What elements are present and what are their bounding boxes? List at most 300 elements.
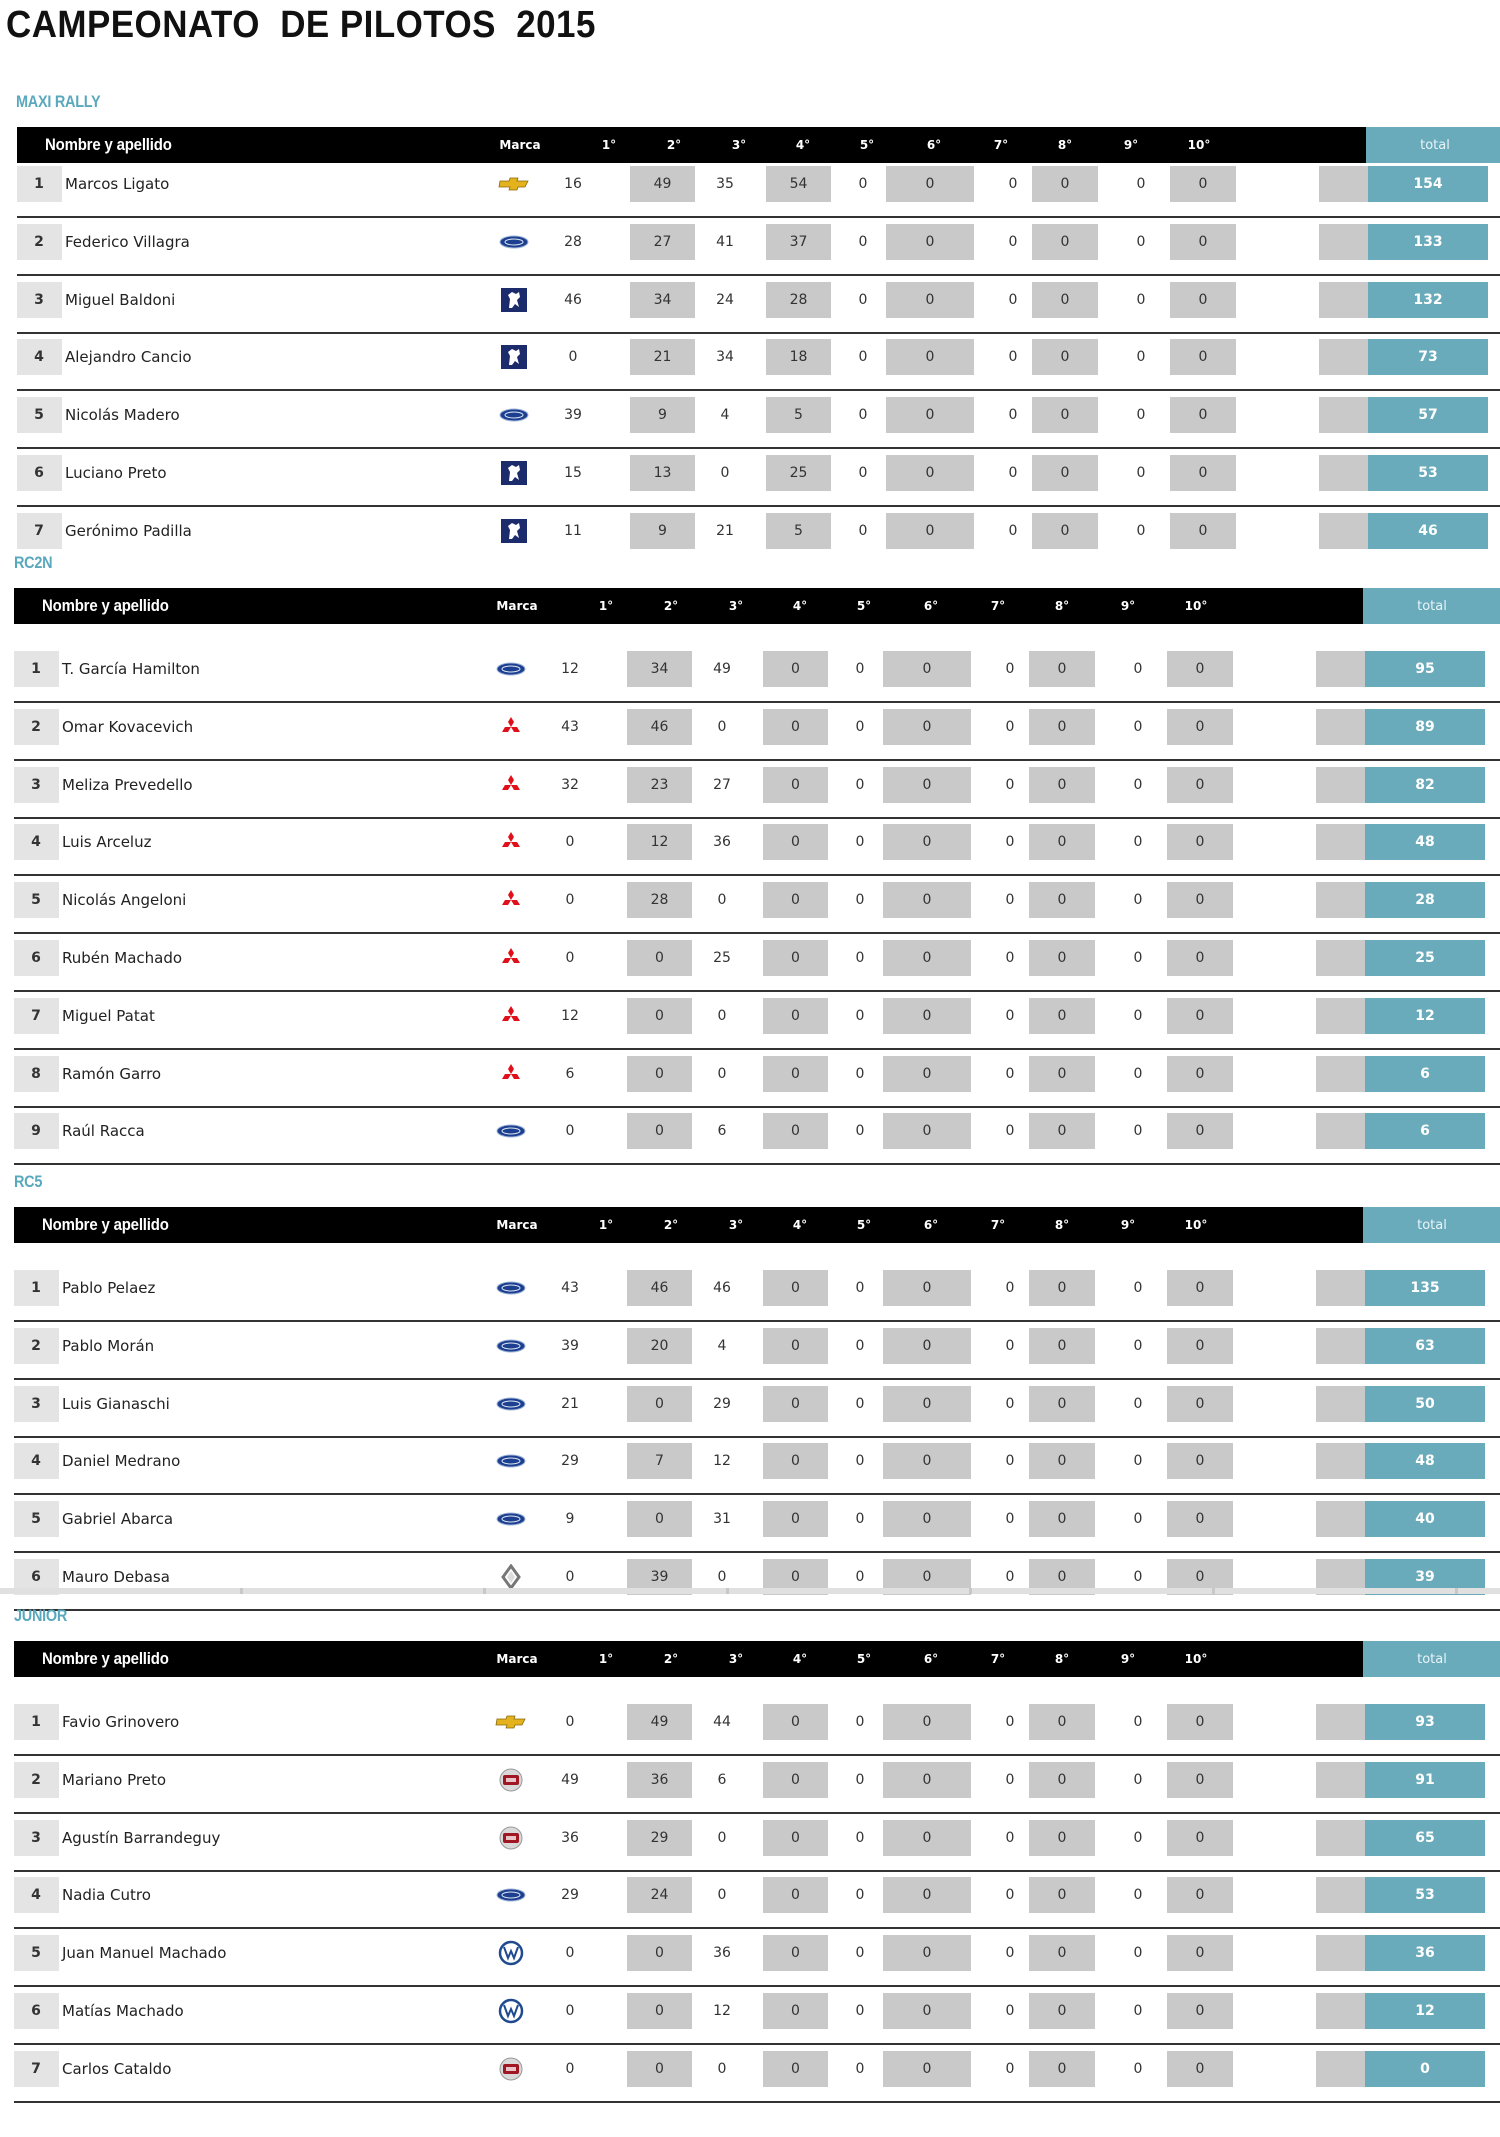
place-points: 39 [564,407,582,424]
driver-name: Juan Manuel Machado [62,1944,227,1963]
position-number: 7 [31,1007,41,1024]
row-divider [14,759,1500,761]
place-points: 0 [1133,2060,1143,2077]
header-place: 9° [1123,138,1139,152]
header-total: total [1363,588,1500,624]
row-divider [17,274,1500,276]
place-points: 0 [1167,940,1233,976]
place-points: 0 [763,998,828,1034]
header-place: 4° [792,1652,808,1666]
place-points: 0 [763,1993,828,2029]
place-points: 0 [1008,176,1018,192]
place-points: 0 [1005,1945,1015,1962]
total-points: 0 [1365,2051,1485,2087]
total-points: 93 [1365,1704,1485,1740]
driver-name: Agustín Barrandeguy [62,1828,221,1847]
row-divider [17,505,1500,507]
category-title: JUNIOR [14,1606,68,1625]
table-row [14,1108,1500,1165]
place-points: 0 [1005,1007,1015,1024]
place-points: 0 [886,166,974,202]
driver-name: Luis Arceluz [62,833,152,852]
row-divider [14,1985,1500,1987]
place-points: 0 [1133,718,1143,735]
mitsubishi-logo-icon [481,709,541,745]
place-points: 5 [766,397,831,433]
header-name: Nombre y apellido [45,135,172,154]
total-points: 39 [1365,1559,1485,1595]
place-points: 0 [858,291,868,308]
driver-name: Nicolás Madero [65,406,180,425]
place-points: 0 [763,1559,828,1595]
position-number: 6 [34,465,44,481]
place-points: 0 [763,1113,828,1149]
header-total: total [1363,1207,1500,1243]
place-points: 0 [886,455,974,491]
place-points: 0 [1170,166,1236,202]
place-points: 15 [564,465,582,481]
header-place: 9° [1120,599,1136,613]
position-number: 9 [31,1123,41,1140]
place-points: 0 [763,2051,828,2087]
place-points: 12 [713,2003,731,2019]
table-row [17,392,1500,449]
place-points: 0 [883,1559,971,1595]
place-points: 0 [1136,233,1146,250]
header-name: Nombre y apellido [42,1649,169,1668]
table-row [14,2046,1500,2103]
place-points: 0 [883,651,971,687]
place-points: 24 [627,1877,692,1913]
total-points: 48 [1365,824,1485,860]
place-points: 6 [565,1065,575,1082]
header-place: 2° [663,1218,679,1232]
place-points: 0 [1167,1559,1233,1595]
header-place: 1° [598,1652,614,1666]
driver-name: Ramón Garro [62,1064,162,1083]
place-points: 36 [627,1762,692,1798]
place-points: 37 [766,224,831,260]
place-points: 0 [627,1501,692,1537]
table-row [14,1554,1500,1611]
place-points: 0 [717,2060,727,2077]
total-points: 46 [1368,513,1488,549]
place-points: 0 [1170,513,1236,549]
position-number: 3 [31,1395,41,1412]
place-points: 0 [1133,661,1143,677]
header-place: 6° [926,138,942,152]
total-points: 53 [1368,455,1488,491]
header-place: 3° [728,1218,744,1232]
place-points: 5 [766,513,831,549]
position-number: 5 [31,1511,41,1528]
place-points: 0 [1032,282,1098,318]
place-points: 0 [883,1328,971,1364]
place-points: 0 [883,1056,971,1092]
volkswagen-logo-icon [481,1935,541,1971]
place-points: 0 [855,776,865,793]
header-place: 6° [923,599,939,613]
place-points: 0 [627,1386,692,1422]
place-points: 12 [627,824,692,860]
place-points: 0 [1167,882,1233,918]
place-points: 0 [883,998,971,1034]
header-place: 8° [1054,599,1070,613]
place-points: 0 [1133,1829,1143,1846]
position-number: 1 [31,1714,41,1730]
position-number: 4 [31,1887,41,1904]
place-points: 0 [886,339,974,375]
place-points: 0 [883,1113,971,1149]
place-points: 0 [1133,2003,1143,2019]
header-place: 4° [792,1218,808,1232]
place-points: 0 [1133,1007,1143,1024]
table-header [14,588,1500,624]
table-header [14,1207,1500,1243]
place-points: 9 [630,397,695,433]
place-points: 13 [630,455,695,491]
position-number: 5 [31,1945,41,1962]
place-points: 0 [883,1935,971,1971]
place-points: 0 [1005,2060,1015,2077]
place-points: 0 [1029,998,1095,1034]
place-points: 0 [717,1065,727,1082]
place-points: 0 [1133,1337,1143,1354]
place-points: 0 [1029,1443,1095,1479]
row-divider [14,1378,1500,1380]
place-points: 27 [630,224,695,260]
total-points: 133 [1368,224,1488,260]
table-row [14,819,1500,876]
row-divider [14,817,1500,819]
place-points: 0 [858,233,868,250]
place-points: 0 [883,709,971,745]
place-points: 0 [1008,233,1018,250]
place-points: 0 [763,1056,828,1092]
place-points: 0 [883,1993,971,2029]
position-number: 6 [31,1569,41,1585]
place-points: 0 [1170,339,1236,375]
driver-name: Federico Villagra [65,232,190,251]
place-points: 0 [855,661,865,677]
place-points: 0 [855,1887,865,1904]
place-points: 0 [1133,1771,1143,1788]
place-points: 0 [1170,282,1236,318]
place-points: 0 [1005,661,1015,677]
driver-name: Carlos Cataldo [62,2059,172,2078]
place-points: 0 [1008,465,1018,481]
place-points: 0 [1032,397,1098,433]
place-points: 0 [627,1935,692,1971]
driver-name: Miguel Patat [62,1006,155,1025]
place-points: 0 [855,1829,865,1846]
place-points: 0 [1029,882,1095,918]
header-place: 9° [1120,1652,1136,1666]
place-points: 0 [1133,892,1143,909]
header-place: 4° [795,138,811,152]
driver-name: Luis Gianaschi [62,1394,170,1413]
place-points: 0 [1029,1113,1095,1149]
place-points: 0 [883,767,971,803]
place-points: 0 [717,1569,727,1585]
header-place: 1° [598,1218,614,1232]
table-row [14,762,1500,819]
place-points: 0 [1167,824,1233,860]
place-points: 0 [886,397,974,433]
place-points: 0 [763,1328,828,1364]
place-points: 23 [627,767,692,803]
place-points: 0 [1133,1123,1143,1140]
position-number: 5 [31,892,41,909]
driver-name: T. García Hamilton [62,660,200,678]
total-points: 48 [1365,1443,1485,1479]
place-points: 0 [1032,166,1098,202]
place-points: 0 [855,2060,865,2077]
place-points: 0 [883,1762,971,1798]
total-points: 12 [1365,1993,1485,2029]
place-points: 29 [713,1395,731,1412]
header-place: 6° [923,1218,939,1232]
place-points: 0 [1032,455,1098,491]
place-points: 0 [1005,1511,1015,1528]
row-divider [17,389,1500,391]
driver-name: Favio Grinovero [62,1713,180,1731]
position-number: 1 [31,661,41,677]
subaru-logo-icon [481,1113,541,1149]
header-brand: Marca [496,1218,538,1232]
page-title: CAMPEONATO DE PILOTOS 2015 [6,4,596,46]
place-points: 0 [717,1007,727,1024]
place-points: 0 [858,176,868,192]
position-number: 1 [31,1280,41,1296]
fiat-logo-icon [481,2051,541,2087]
place-points: 0 [1005,1887,1015,1904]
place-points: 0 [720,465,730,481]
total-points: 91 [1365,1762,1485,1798]
place-points: 0 [1029,1820,1095,1856]
place-points: 0 [1029,767,1095,803]
place-points: 0 [565,950,575,966]
place-points: 34 [716,349,734,366]
total-points: 53 [1365,1877,1485,1913]
category-title: MAXI RALLY [16,92,101,111]
place-points: 12 [713,1453,731,1470]
place-points: 0 [1005,892,1015,909]
place-points: 0 [565,1945,575,1962]
position-number: 2 [31,1771,41,1788]
place-points: 0 [886,282,974,318]
table-row [14,1757,1500,1814]
place-points: 0 [883,1704,971,1740]
mitsubishi-logo-icon [481,998,541,1034]
header-place: 8° [1054,1218,1070,1232]
header-place: 6° [923,1652,939,1666]
position-number: 5 [34,407,44,424]
table-row [14,704,1500,761]
place-points: 0 [855,1395,865,1412]
position-number: 3 [31,1829,41,1846]
driver-name: Omar Kovacevich [62,717,194,736]
table-row [14,935,1500,992]
place-points: 0 [1005,776,1015,793]
place-points: 46 [627,709,692,745]
place-points: 0 [1170,455,1236,491]
place-points: 0 [855,1945,865,1962]
place-points: 0 [1005,1280,1015,1296]
place-points: 0 [855,1771,865,1788]
header-place: 10° [1187,138,1211,152]
place-points: 0 [1136,291,1146,308]
row-divider [14,932,1500,934]
table-row [17,161,1500,218]
place-points: 0 [565,834,575,851]
place-points: 21 [561,1395,579,1412]
place-points: 35 [716,176,734,192]
place-points: 0 [858,349,868,366]
header-place: 8° [1057,138,1073,152]
category-title: RC2N [14,553,53,572]
place-points: 0 [883,940,971,976]
table-row [14,993,1500,1050]
place-points: 0 [883,1443,971,1479]
total-points: 25 [1365,940,1485,976]
header-brand: Marca [499,138,541,152]
place-points: 4 [717,1337,727,1354]
place-points: 0 [1029,824,1095,860]
driver-name: Luciano Preto [65,464,167,482]
mitsubishi-logo-icon [481,882,541,918]
position-number: 2 [31,718,41,735]
driver-name: Daniel Medrano [62,1452,181,1471]
table-header [17,127,1500,163]
ford-logo-icon [481,1328,541,1364]
total-points: 132 [1368,282,1488,318]
place-points: 49 [713,661,731,677]
place-points: 39 [627,1559,692,1595]
place-points: 0 [1029,1056,1095,1092]
place-points: 0 [568,349,578,366]
place-points: 0 [1005,718,1015,735]
driver-name: Gabriel Abarca [62,1510,174,1529]
place-points: 0 [883,882,971,918]
row-divider [17,447,1500,449]
header-place: 7° [990,599,1006,613]
place-points: 0 [1136,176,1146,192]
place-points: 0 [1133,1945,1143,1962]
place-points: 16 [564,176,582,192]
place-points: 0 [1133,1453,1143,1470]
place-points: 43 [561,718,579,735]
place-points: 27 [713,776,731,793]
table-row [14,1496,1500,1553]
row-divider [14,1812,1500,1814]
place-points: 0 [1029,1993,1095,2029]
ford-logo-icon [481,1443,541,1479]
place-points: 0 [1005,1569,1015,1585]
place-points: 34 [630,282,695,318]
place-points: 0 [763,1386,828,1422]
place-points: 0 [886,513,974,549]
place-points: 9 [630,513,695,549]
place-points: 0 [1133,834,1143,851]
total-points: 95 [1365,651,1485,687]
ford-logo-icon [481,1877,541,1913]
total-points: 40 [1365,1501,1485,1537]
place-points: 0 [1167,1762,1233,1798]
position-number: 7 [34,522,44,539]
place-points: 0 [858,407,868,424]
row-divider [14,1436,1500,1438]
place-points: 25 [766,455,831,491]
total-points: 12 [1365,998,1485,1034]
place-points: 0 [1008,522,1018,539]
place-points: 0 [1167,1113,1233,1149]
ford-logo-icon [484,397,544,433]
driver-name: Raúl Racca [62,1122,145,1141]
place-points: 44 [713,1714,731,1730]
row-divider [14,1320,1500,1322]
position-number: 4 [34,349,44,366]
place-points: 0 [1136,349,1146,366]
ford-logo-icon [481,1270,541,1306]
table-row [14,646,1500,703]
place-points: 0 [1133,1714,1143,1730]
header-place: 3° [728,1652,744,1666]
driver-name: Nicolás Angeloni [62,891,187,910]
place-points: 0 [883,1270,971,1306]
place-points: 0 [1136,522,1146,539]
subaru-logo-icon [481,651,541,687]
position-number: 2 [31,1337,41,1354]
place-points: 0 [1005,1337,1015,1354]
place-points: 0 [763,940,828,976]
driver-name: Pablo Morán [62,1336,155,1355]
mitsubishi-logo-icon [481,824,541,860]
place-points: 28 [627,882,692,918]
place-points: 39 [561,1337,579,1354]
ford-logo-icon [481,1386,541,1422]
place-points: 0 [1170,224,1236,260]
table-row [14,877,1500,934]
place-points: 0 [763,1935,828,1971]
place-points: 0 [1005,1714,1015,1730]
place-points: 12 [561,661,579,677]
fiat-logo-icon [481,1820,541,1856]
place-points: 0 [1167,998,1233,1034]
ford-logo-icon [481,1501,541,1537]
table-row [14,1699,1500,1756]
place-points: 46 [627,1270,692,1306]
place-points: 0 [717,1887,727,1904]
row-divider [14,1493,1500,1495]
place-points: 21 [716,522,734,539]
driver-name: Pablo Pelaez [62,1279,156,1297]
place-points: 0 [1032,513,1098,549]
place-points: 0 [763,882,828,918]
header-brand: Marca [496,599,538,613]
place-points: 0 [627,2051,692,2087]
total-points: 65 [1365,1820,1485,1856]
position-number: 1 [34,176,44,192]
total-points: 57 [1368,397,1488,433]
place-points: 0 [1029,1501,1095,1537]
place-points: 0 [883,1820,971,1856]
place-points: 46 [564,291,582,308]
total-points: 82 [1365,767,1485,803]
header-place: 5° [859,138,875,152]
header-name: Nombre y apellido [42,596,169,615]
header-name: Nombre y apellido [42,1215,169,1234]
